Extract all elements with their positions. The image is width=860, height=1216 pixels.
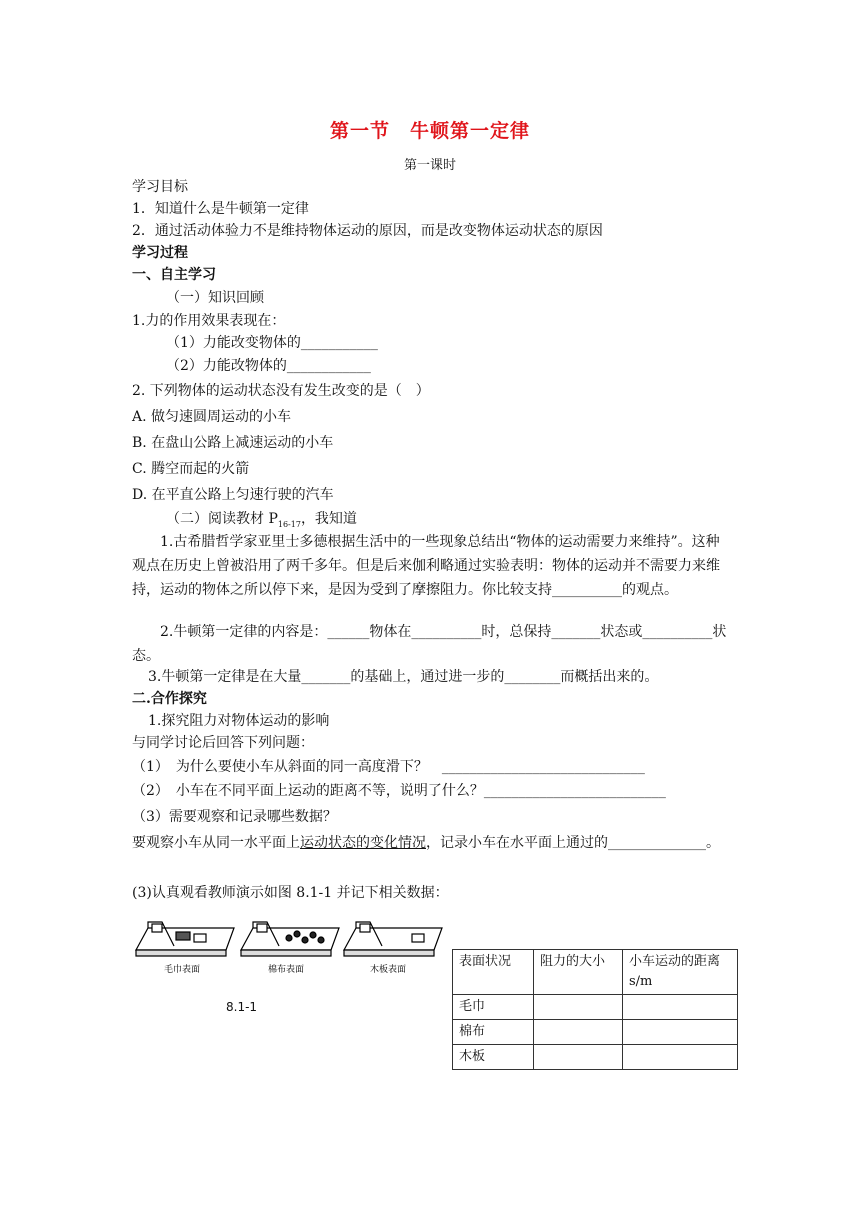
inquiry-question-3: （3）需要观察和记录哪些数据？ <box>132 809 337 825</box>
inquiry-question-1: （1） 为什么要使小车从斜面的同一高度滑下？ _____________________________ <box>132 759 645 775</box>
question-1-blank-1: （1）力能改变物体的___________ <box>166 335 378 351</box>
paragraph-derivation: 3.牛顿第一定律是在大量_______的基础上，通过进一步的________而概括出来的。 <box>148 669 659 685</box>
cell-resistance <box>534 1045 623 1070</box>
objective-1: 1．知道什么是牛顿第一定律 <box>132 201 309 217</box>
cell-surface: 木板 <box>453 1045 534 1070</box>
inquiry-title: 1.探究阻力对物体运动的影响 <box>148 713 330 729</box>
header-surface: 表面状况 <box>453 950 534 995</box>
data-table <box>452 949 738 1070</box>
cell-resistance <box>534 1020 623 1045</box>
header-distance: 小车运动的距离 s/m <box>623 950 738 995</box>
option-b: B. 在盘山公路上减速运动的小车 <box>132 435 334 451</box>
review-heading: （一）知识回顾 <box>166 290 264 306</box>
cell-surface: 棉布 <box>453 1020 534 1045</box>
objective-2: 2．通过活动体验力不是维持物体运动的原因，而是改变物体运动状态的原因 <box>132 223 603 239</box>
towel-label: 毛巾表面 <box>164 965 201 975</box>
reading-heading: （二）阅读教材 $P_{16-17}$，我知道 <box>166 511 357 529</box>
table-row <box>453 1020 738 1045</box>
cotton-setup <box>241 922 339 956</box>
option-d: D. 在平直公路上匀速行驶的汽车 <box>132 487 334 503</box>
towel-setup <box>136 922 234 956</box>
experiment-figure <box>134 920 444 990</box>
table-row <box>453 1045 738 1070</box>
figure-caption: 8.1-1 <box>226 1000 258 1014</box>
page-title: 第一节 牛顿第一定律 <box>329 120 530 142</box>
cotton-label: 棉布表面 <box>268 965 305 975</box>
discussion-prompt: 与同学讨论后回答下列问题： <box>132 735 314 751</box>
page-subtitle: 第一课时 <box>403 158 456 173</box>
demo-instruction: (3)认真观看教师演示如图 8.1-1 并记下相关数据： <box>132 885 449 901</box>
cell-distance <box>623 1020 738 1045</box>
table-header-row <box>453 950 738 995</box>
cell-distance <box>623 995 738 1020</box>
cell-resistance <box>534 995 623 1020</box>
option-c: C. 腾空而起的火箭 <box>132 461 250 477</box>
cell-surface: 毛巾 <box>453 995 534 1020</box>
option-a: A. 做匀速圆周运动的小车 <box>132 409 292 425</box>
question-1-blank-2: （2）力能改物体的____________ <box>166 358 371 374</box>
paragraph-newton-law: 2.牛顿第一定律的内容是：______物体在__________时，总保持_______状态或__________状态。 <box>132 624 727 664</box>
observation-paragraph: 要观察小车从同一水平面上运动状态的变化情况，记录小车在水平面上通过的______________。 <box>132 835 720 851</box>
header-resistance: 阻力的大小 <box>534 950 623 995</box>
wood-label: 木板表面 <box>370 965 407 975</box>
inquiry-question-2: （2） 小车在不同平面上运动的距离不等，说明了什么？__________________________ <box>132 783 666 799</box>
question-1: 1.力的作用效果表现在： <box>132 313 286 329</box>
process-heading: 学习过程 <box>132 245 188 261</box>
table-row <box>453 995 738 1020</box>
paragraph-aristotle: 1.古希腊哲学家亚里士多德根据生活中的一些现象总结出“物体的运动需要力来维持”。这种观点在历史上曾被沿用了两千多年。但是后来伽利略通过实验表明：物体的运动并不需要力来维持，运动的物体之所以停下来，是因为受到了摩擦阻力。你比较支持__________的观点。 <box>132 534 720 598</box>
cooperative-heading: 二.合作探究 <box>132 691 207 707</box>
self-study-heading: 一、自主学习 <box>132 267 216 283</box>
wood-setup <box>344 922 442 956</box>
objectives-heading: 学习目标 <box>132 179 188 195</box>
cell-distance <box>623 1045 738 1070</box>
question-2: 2. 下列物体的运动状态没有发生改变的是（ ） <box>132 383 430 399</box>
